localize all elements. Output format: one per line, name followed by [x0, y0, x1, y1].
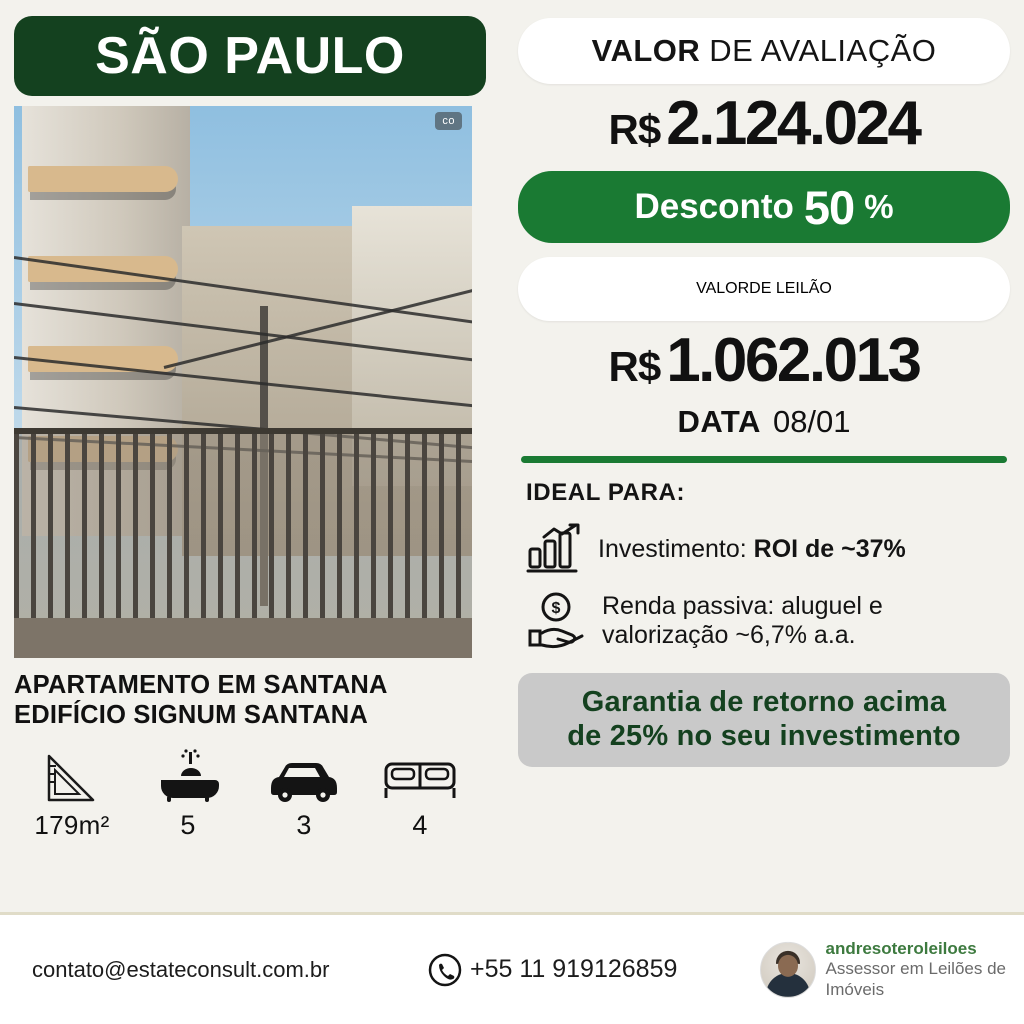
footer [0, 915, 1024, 1024]
photo-ground [14, 618, 472, 658]
ideal-item-passive-income-text: Renda passiva: aluguel e valorização ~6,7% a.a. [602, 592, 883, 649]
spec-bathrooms-value: 5 [180, 810, 196, 841]
right-column [518, 18, 1010, 767]
appraisal-currency: R$ [608, 106, 661, 153]
spec-parking [246, 748, 362, 841]
avatar [760, 941, 816, 997]
discount-percent: 50 [803, 180, 855, 234]
appraisal-value [518, 88, 1010, 159]
hand-money-icon [526, 591, 588, 651]
spec-bathrooms [130, 748, 246, 841]
agent-role-line2: Imóveis [825, 979, 885, 999]
appraisal-label-strong: VALOR [591, 33, 701, 68]
property-specs [14, 748, 486, 841]
auction-label-pill [518, 257, 1010, 321]
appraisal-label-pill [518, 18, 1010, 84]
whatsapp-icon[interactable] [428, 953, 462, 987]
section-divider [521, 456, 1007, 463]
agent-block[interactable] [760, 938, 1006, 1000]
ideal-item-investment-text: Investimento: ROI de ~37% [598, 534, 906, 563]
ideal-heading: IDEAL PARA: [526, 479, 686, 506]
ruler-triangle-icon [45, 748, 99, 804]
auction-amount: 1.062.013 [666, 326, 920, 395]
auction-label-strong: VALOR [696, 280, 750, 297]
car-icon [265, 748, 343, 804]
spec-parking-value: 3 [296, 810, 312, 841]
spec-area-value: 179m² [34, 810, 110, 841]
auction-value [518, 325, 1010, 396]
share-icon[interactable]: co [435, 112, 462, 130]
spec-area [14, 748, 130, 841]
ideal-item-passive-income [518, 591, 1010, 651]
auction-currency: R$ [608, 343, 661, 390]
agent-role-line1: Assessor em Leilões de [825, 959, 1006, 979]
property-photo [14, 106, 472, 658]
discount-label: Desconto [634, 187, 794, 226]
photo-balcony [28, 166, 178, 192]
property-title [14, 670, 486, 730]
svg-text:$: $ [551, 600, 561, 617]
bathtub-shower-icon [153, 748, 223, 804]
agent-handle[interactable]: andresoteroleiloes [825, 938, 977, 958]
city-label: SÃO PAULO [95, 27, 405, 85]
spec-bedrooms [362, 748, 478, 841]
guarantee-line2: de 25% no seu investimento [567, 720, 961, 753]
property-title-line2: EDIFÍCIO SIGNUM SANTANA [14, 701, 369, 730]
property-title-line1: APARTAMENTO EM SANTANA [14, 671, 388, 699]
auction-date-label: DATA [677, 404, 761, 439]
appraisal-label-light: DE AVALIAÇÃO [709, 33, 937, 68]
discount-badge [518, 171, 1010, 243]
appraisal-amount: 2.124.024 [666, 89, 920, 158]
ideal-item-investment [518, 523, 1010, 575]
auction-label-light: DE LEILÃO [749, 280, 832, 297]
contact-phone[interactable] [428, 953, 677, 987]
bed-icon [382, 748, 458, 804]
spec-bedrooms-value: 4 [412, 810, 428, 841]
guarantee-banner [518, 673, 1010, 767]
agent-info [826, 938, 1006, 1000]
guarantee-line1: Garantia de retorno acima [581, 686, 947, 718]
bar-chart-growth-icon [526, 523, 584, 575]
auction-date-value: 08/01 [772, 404, 851, 439]
city-badge [14, 16, 486, 96]
auction-date [518, 404, 1010, 440]
left-column [14, 16, 486, 841]
discount-symbol: % [864, 188, 894, 225]
contact-phone-number: +55 11 919126859 [470, 955, 678, 983]
contact-email[interactable]: contato@estateconsult.com.br [32, 956, 330, 982]
